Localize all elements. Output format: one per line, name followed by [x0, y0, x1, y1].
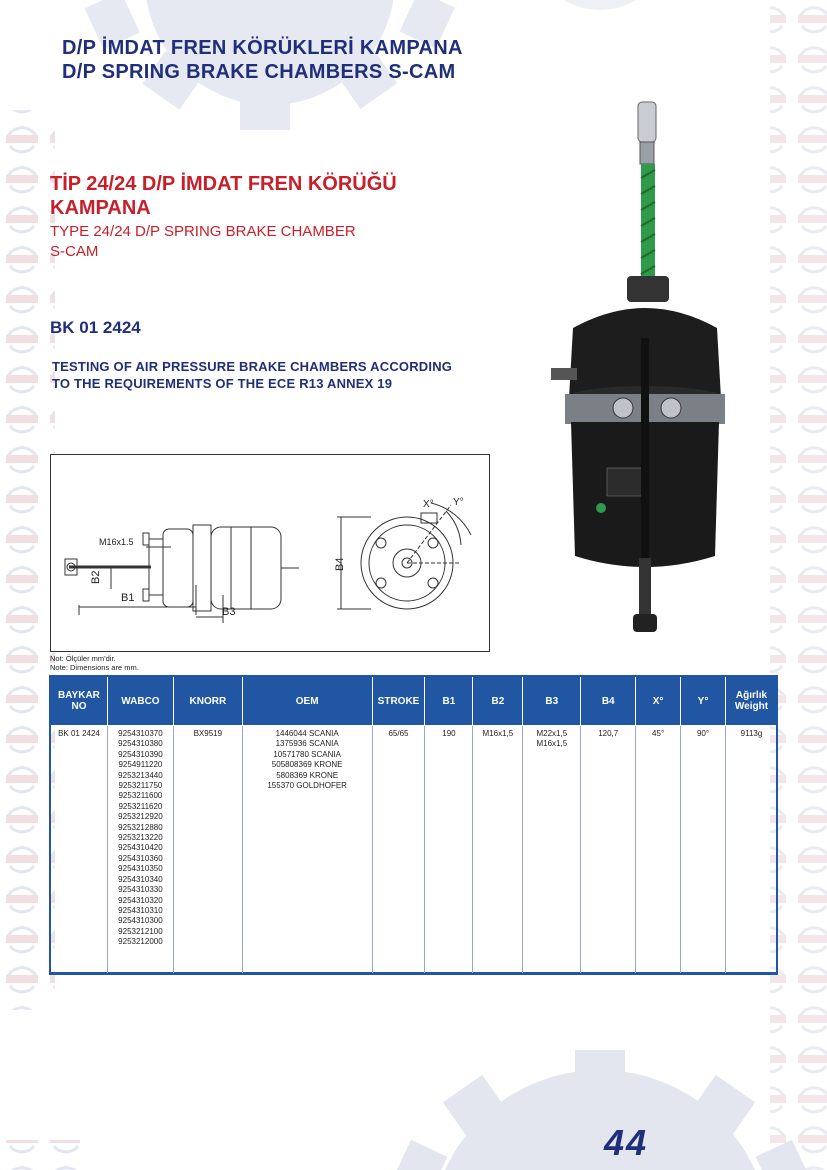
wabco-code: 9253211750 [118, 781, 163, 791]
header-weight: Ağırlık Weight [725, 677, 777, 726]
wabco-code: 9254310350 [118, 864, 163, 874]
cell-knorr: BX9519 [173, 726, 242, 973]
wabco-code: 9253212100 [118, 926, 163, 936]
wabco-code: 9254310370 [118, 729, 163, 738]
product-title-en-line1: TYPE 24/24 D/P SPRING BRAKE CHAMBER [50, 223, 356, 240]
wabco-code: 9253211620 [118, 801, 163, 811]
cell-baykar-no: BK 01 2424 [51, 726, 108, 973]
label-b2: B2 [90, 570, 102, 584]
header-stroke: STROKE [372, 677, 425, 726]
wabco-code: 9254310300 [118, 916, 163, 926]
oem-code: 5808369 KRONE [276, 770, 339, 780]
label-y: Y° [453, 497, 464, 508]
label-m16: M16x1.5 [99, 537, 134, 547]
label-b4: B4 [334, 557, 346, 571]
header-wabco: WABCO [107, 677, 173, 726]
header-title-tr: D/P İMDAT FREN KÖRÜKLERİ KAMPANA [62, 37, 463, 59]
wabco-code: 9253212880 [118, 822, 163, 832]
cell-y: 90° [681, 726, 726, 973]
header-knorr: KNORR [173, 677, 242, 726]
oem-code: 1375936 SCANIA [275, 739, 339, 749]
product-photo [545, 98, 745, 638]
header-x: X° [636, 677, 681, 726]
technical-drawing [50, 454, 490, 652]
b3-value: M22x1,5 [536, 729, 568, 738]
dimension-notes [50, 654, 139, 672]
drawing-svg [51, 455, 489, 651]
label-b1: B1 [121, 592, 135, 604]
wabco-code: 9253213440 [118, 770, 163, 780]
wabco-code: 9254310420 [118, 843, 163, 853]
testing-line1: TESTING OF AIR PRESSURE BRAKE CHAMBERS ACCORDING [52, 359, 453, 374]
wabco-code: 9254310380 [118, 739, 163, 749]
wabco-code: 9254310340 [118, 874, 163, 884]
product-code: BK 01 2424 [50, 318, 141, 337]
oem-code: 505808369 KRONE [271, 760, 343, 770]
product-title-en-line2: S-CAM [50, 243, 99, 260]
product-title-tr-line2: KAMPANA [50, 197, 151, 219]
page-number: 44 [604, 1122, 649, 1163]
wabco-code: 9254911220 [118, 760, 163, 770]
wabco-code: 9254310330 [118, 885, 163, 895]
spec-table [50, 676, 778, 973]
cell-b2: M16x1,5 [473, 726, 523, 973]
header-b3: B3 [523, 677, 581, 726]
cell-wabco [107, 726, 173, 973]
testing-line2: TO THE REQUIREMENTS OF THE ECE R13 ANNEX 19 [52, 376, 393, 391]
header-b1: B1 [425, 677, 473, 726]
testing-statement [52, 358, 452, 392]
header-title [62, 36, 463, 84]
header-baykar-no: BAYKAR NO [51, 677, 108, 726]
header-b2: B2 [473, 677, 523, 726]
oem-code: 10571780 SCANIA [273, 749, 341, 759]
header-b4: B4 [581, 677, 636, 726]
wabco-code: 9254310310 [118, 905, 163, 915]
wabco-code: 9253212000 [118, 937, 163, 947]
wabco-code: 9254310320 [118, 895, 163, 905]
cell-x: 45° [636, 726, 681, 973]
header-y: Y° [681, 677, 726, 726]
wabco-code: 9254310360 [118, 853, 163, 863]
wabco-code: 9253213220 [118, 833, 163, 843]
cell-weight: 9113g [725, 726, 777, 973]
wabco-code: 9254310390 [118, 749, 163, 759]
header-title-en: D/P SPRING BRAKE CHAMBERS S-CAM [62, 61, 456, 83]
product-title [50, 172, 397, 220]
cell-oem [242, 726, 372, 973]
table-row [51, 726, 778, 973]
note-tr: Not: Ölçüler mm'dir. [50, 654, 116, 663]
cell-b4: 120,7 [581, 726, 636, 973]
product-title-tr-line1: TİP 24/24 D/P İMDAT FREN KÖRÜĞÜ [50, 173, 397, 195]
wabco-code: 9253212920 [118, 812, 163, 822]
wabco-code: 9253211600 [118, 791, 163, 801]
oem-code: 1446044 SCANIA [275, 729, 339, 738]
label-b3: B3 [222, 606, 236, 618]
note-en: Note: Dimensions are mm. [50, 663, 139, 672]
oem-code: 155370 GOLDHOFER [267, 781, 347, 791]
label-x: X° [423, 499, 434, 510]
cell-b1: 190 [425, 726, 473, 973]
cell-stroke: 65/65 [372, 726, 425, 973]
cell-b3 [523, 726, 581, 973]
b3-value: M16x1,5 [536, 739, 568, 749]
product-subtitle [50, 222, 356, 262]
table-header-row [51, 677, 778, 726]
header-oem: OEM [242, 677, 372, 726]
